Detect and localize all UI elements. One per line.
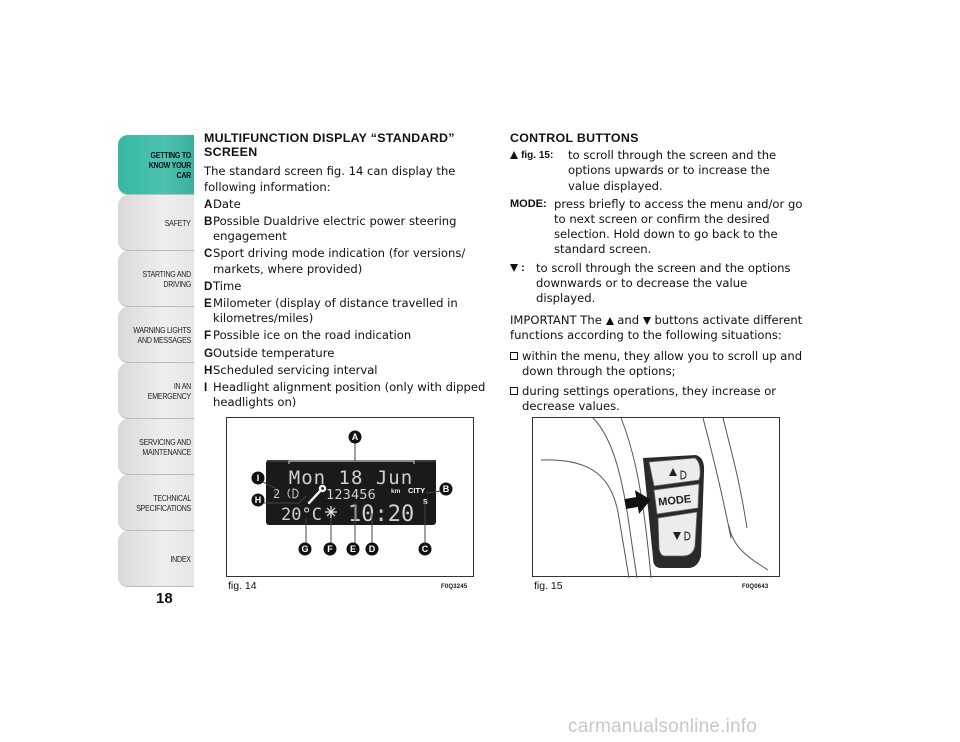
callout-d [366,543,379,556]
list-item [204,279,494,294]
mode-description: press briefly to access the menu and/or go to next screen or confirm the desired selection. Hold down to go back to the standard screen. [554,196,803,257]
tab-starting-and-driving[interactable] [118,251,194,307]
item-key: B [204,215,213,229]
page-number: 18 [156,590,173,607]
lcd-time: 10:20 [348,502,415,527]
up-term: fig. 15: [510,148,568,194]
right-column [510,131,805,414]
list-item [204,246,494,276]
item-key: A [204,197,213,211]
down-description: to scroll through the screen and the options downwards or to decrease the value displayed. [536,260,791,306]
item-key: G [204,346,214,360]
tab-technical-specifications[interactable] [118,475,194,531]
tab-label: INDEX [170,553,191,564]
svg-text:I: I [256,473,260,483]
tab-getting-to-know-your-car[interactable] [118,135,194,195]
important-text: IMPORTANT The [510,313,602,328]
watermark: carmanualsonline.info [568,716,758,737]
tab-warning-lights[interactable] [118,307,194,363]
down-arrow-icon [510,264,518,272]
svg-text:H: H [254,495,262,505]
callout-f [324,543,337,556]
up-arrow-icon [510,151,518,159]
lcd-odometer: 123456 [326,487,376,503]
checkbox-bullet-icon [510,352,518,360]
list-item [204,380,494,410]
list-item [204,363,494,378]
list-item [204,346,494,361]
lcd-date: Mon 18 Jun [288,467,414,489]
section-heading: CONTROL BUTTONS [510,131,639,145]
lcd-sport: S [423,499,428,506]
svg-text:D: D [368,544,376,554]
svg-text:G: G [301,544,309,554]
tab-safety[interactable] [118,195,194,251]
figure-15 [532,417,780,592]
svg-text:F: F [327,544,333,554]
item-text: Time [213,278,242,293]
lcd-temperature: 20°C [281,505,322,525]
mode-button-definition [510,197,805,258]
lcd-unit: km [391,488,401,495]
section-heading: MULTIFUNCTION DISPLAY “STANDARD” SCREEN [204,131,455,160]
display-illustration [227,418,475,578]
item-text: Date [213,196,241,211]
tab-index[interactable] [118,531,194,587]
important-note [510,313,805,343]
item-key: I [204,381,208,395]
up-arrow-icon [606,317,614,325]
important-text-end: buttons activate different functions according to the following situations: [510,313,803,343]
figure-code: F0Q3245 [441,584,468,590]
up-button-definition [510,148,805,194]
down-term: : [510,261,536,307]
list-item [204,296,494,326]
mode-button-label: MODE [657,493,692,509]
item-key: D [204,279,213,293]
callout-g [299,543,312,556]
bullet-item: during settings operations, they increase or decrease values. [510,384,805,414]
figure-code: F0Q0643 [742,584,769,590]
item-key: F [204,329,212,343]
tab-label: TECHNICAL SPECIFICATIONS [136,492,191,513]
item-text: Outside temperature [213,345,335,360]
checkbox-bullet-icon [510,387,518,395]
steering-buttons-illustration [533,418,781,578]
down-arrow-icon [643,317,651,325]
item-key: C [204,247,213,261]
callout-i [252,472,265,485]
up-description: to scroll through the screen and the options upwards or to increase the value displayed. [568,148,777,193]
callout-e [347,543,360,556]
lcd-service: 2 [273,487,281,501]
left-column [204,131,494,410]
important-and: and [617,313,640,328]
svg-text:B: B [442,484,450,494]
callout-b [440,483,453,496]
tab-label: SAFETY [165,217,191,228]
tab-label: IN AN EMERGENCY [147,380,191,401]
item-text: Scheduled servicing interval [213,362,378,377]
item-text: Headlight alignment position (only with dipped headlights on) [213,380,486,410]
chapter-tabs [118,135,194,587]
list-item [204,214,494,244]
down-button-definition [510,261,805,307]
mode-term: MODE: [510,197,547,210]
figure-caption: fig. 14 [228,580,257,592]
tab-label: STARTING AND DRIVING [142,268,191,289]
svg-text:C: C [421,544,429,554]
lcd-city: CITY [408,486,426,495]
callout-a [349,431,362,444]
item-key: H [204,363,213,377]
callout-h [252,494,265,507]
callout-c [419,543,432,556]
bullet-item: within the menu, they allow you to scroll up and down through the options; [510,349,805,379]
list-item [204,197,494,212]
item-text: Possible ice on the road indication [213,328,412,343]
item-text: Sport driving mode indication (for versions/ markets, where provided) [213,246,466,276]
intro-text: The standard screen fig. 14 can display the following information: [204,164,456,194]
button-cluster [643,455,704,568]
tab-in-an-emergency[interactable] [118,363,194,419]
figure-14 [226,417,474,592]
figure-caption: fig. 15 [534,580,563,592]
tab-label: WARNING LIGHTS AND MESSAGES [133,324,191,345]
svg-text:A: A [351,432,359,442]
item-key: E [204,297,212,311]
tab-label: SERVICING AND MAINTENANCE [139,436,191,457]
item-text: Possible Dualdrive electric power steering engagement [213,214,457,244]
tab-servicing-and-maintenance[interactable] [118,419,194,475]
svg-text:E: E [349,544,357,554]
item-text: Milometer (display of distance travelled in kilometres/miles) [213,296,458,326]
list-item [204,328,494,343]
tab-label: GETTING TO KNOW YOUR CAR [148,149,191,180]
